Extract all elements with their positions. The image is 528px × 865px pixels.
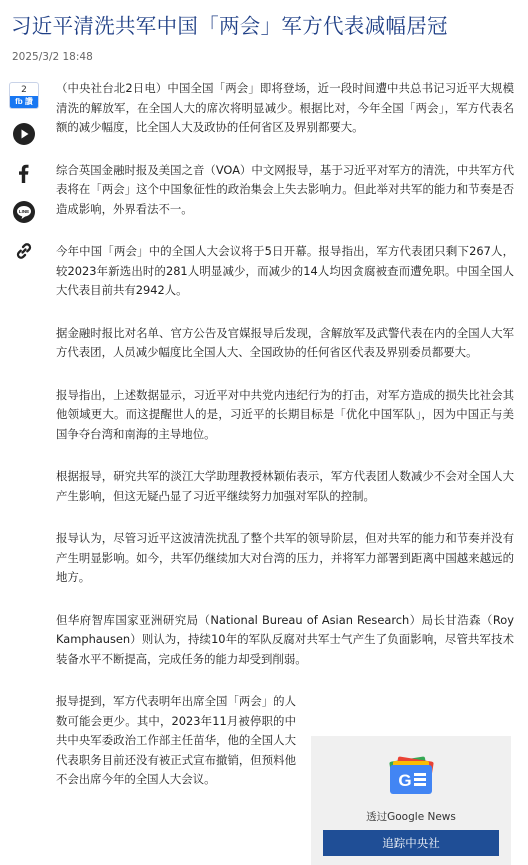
paragraph: 今年中国「两会」中的全国人大会议将于5日开幕。报导指出，军方代表团只剩下267人，较2023年新选出时的281人明显减少，而减少的14人均因贪腐被查而遭免职。中国全国人大代表目前共有2942人。: [56, 244, 514, 297]
paragraph: 报导认为，尽管习近平这波清洗扰乱了整个共军的领导阶层，但对共军的能力和节奏并没有产生明显影响。如今，共军仍继续加大对台湾的压力，并将军力部署到距离中国越来越远的地方。: [56, 531, 514, 584]
google-news-icon: [386, 756, 436, 796]
like-count: 2: [21, 85, 27, 95]
paragraph: 综合英国金融时报及美国之音（VOA）中文网报导，基于习近平对军方的清洗，中共军方代表将在「两会」这个中国象征性的政治集会上失去影响力。但此举对共军的能力和节奏是否造成影响，外界看法不一。: [56, 162, 514, 216]
paragraph: 据金融时报比对名单、官方公告及官媒报导后发现，含解放军及武警代表在内的全国人大军方代表团，人员减少幅度比全国人大、全国政协的任何省区代表及界别委员都要大。: [56, 325, 514, 359]
svg-text:G: G: [398, 771, 412, 790]
article-datetime: 2025/3/2 18:48: [12, 51, 93, 63]
paragraph: 报导提到，军方代表明年出席全国「两会」的人数可能会更少。其中，2023年11月被停职的中共中央军委政治工作部主任苗华，他的全国人大代表职务目前还没有被正式宣布撤销，但预料他不会出席今年的全国人大会议。: [56, 694, 296, 786]
promo-text: 透过Google News: [366, 811, 456, 823]
paragraph: 根据报导，研究共军的淡江大学助理教授林颖佑表示，军方代表团人数减少不会对全国人大产生影响，但这无疑凸显了习近平继续努力加强对军队的控制。: [56, 469, 514, 503]
article-title: 习近平清洗共军中国「两会」军方代表减幅居冠: [11, 14, 448, 38]
share-toolbar: [9, 82, 39, 265]
line-icon[interactable]: [9, 198, 39, 226]
svg-text:LINE: LINE: [18, 209, 30, 215]
play-icon[interactable]: [9, 120, 39, 148]
article-body: [56, 79, 514, 813]
facebook-like-button[interactable]: [9, 82, 39, 109]
paragraph: （中央社台北2日电）中国全国「两会」即将登场，近一段时间遭中共总书记习近平大规模清洗的解放军，在全国人大的席次将明显减少。根据比对，今年全国「两会」，军方代表名额的减少幅度，比全国人大及政协的任何省区及界别都要大。: [56, 81, 514, 134]
like-label: fb 讚: [10, 96, 38, 108]
follow-button[interactable]: 追踪中央社: [323, 830, 499, 856]
google-news-promo: [311, 736, 511, 865]
link-icon[interactable]: [9, 237, 39, 265]
facebook-icon[interactable]: [9, 159, 39, 187]
paragraph: 但华府智库国家亚洲研究局（National Bureau of Asian Research）局长甘浩森（Roy Kamphausen）则认为，持续10年的军队反腐对共军士气产生了负面影响，尽管共军技术装备水平不断提高，完成任务的能力却受到削弱。: [56, 612, 514, 666]
paragraph: 报导指出，上述数据显示，习近平对中共党内违纪行为的打击，对军方造成的损失比社会其他领域更大。而这提醒世人的是，习近平的长期目标是「优化中国军队」，因为中国正与美国争夺台湾和南海的主导地位。: [56, 387, 514, 441]
